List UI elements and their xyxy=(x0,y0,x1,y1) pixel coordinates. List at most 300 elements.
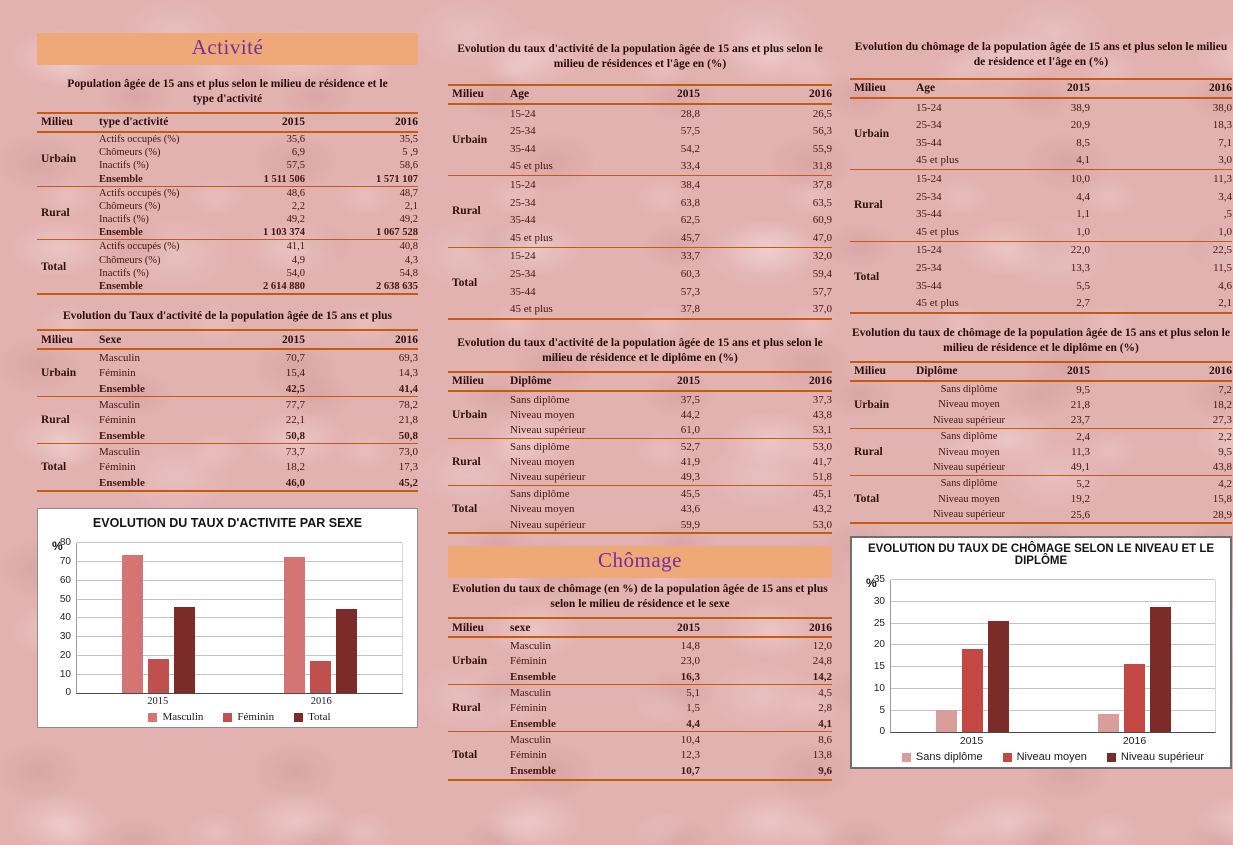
milieu-cell: Total xyxy=(452,749,478,762)
y-axis-label: % xyxy=(866,576,877,591)
legend-swatch xyxy=(148,713,157,722)
x-axis-labels xyxy=(76,696,403,707)
column-header: 2016 xyxy=(395,333,418,346)
y-tick-label: 10 xyxy=(59,668,71,680)
value-cell: 33,4 xyxy=(680,160,700,173)
value-cell: 11,3 xyxy=(1071,446,1090,459)
value-cell: 4,1 xyxy=(1076,154,1090,167)
value-cell: 4,3 xyxy=(404,254,418,266)
value-cell: 13,3 xyxy=(1070,262,1090,275)
value-cell: 46,0 xyxy=(285,476,305,489)
value-cell: 9,6 xyxy=(818,764,832,777)
value-cell: 55,9 xyxy=(812,142,832,155)
table-row xyxy=(448,247,832,265)
y-tick-label: 15 xyxy=(873,661,885,673)
row-label: Actifs occupés (%) xyxy=(99,187,180,199)
activity-rate-by-age-table xyxy=(448,84,832,320)
bar-niveau-moyen-2015 xyxy=(962,649,983,732)
table-row xyxy=(37,349,418,365)
activity-rate-by-diploma-table-title: Evolution du taux d'activité de la population âgée de 15 ans et plus selon le milieu de résidence et le diplôme en (%) xyxy=(457,337,823,364)
value-cell: 25,6 xyxy=(1070,508,1090,521)
plot-area xyxy=(873,574,1216,738)
row-label: Chômeurs (%) xyxy=(99,254,161,266)
column-header: 2015 xyxy=(282,116,305,129)
row-label: Sans diplôme xyxy=(940,431,998,443)
value-cell: 12,0 xyxy=(812,639,832,652)
row-label: Sans diplôme xyxy=(940,384,998,396)
legend-item xyxy=(1107,751,1204,763)
column-header: Diplôme xyxy=(510,375,552,388)
bar-niveau-sup-rieur-2015 xyxy=(988,621,1009,732)
bar-group-2016 xyxy=(1053,580,1215,732)
x-category-label: 2016 xyxy=(1122,735,1147,748)
y-tick-label: 0 xyxy=(65,687,71,699)
value-cell: 51,8 xyxy=(812,471,832,484)
value-cell: 57,5 xyxy=(680,125,700,138)
value-cell: 70,7 xyxy=(285,351,305,364)
value-cell: 56,3 xyxy=(812,125,832,138)
x-category-label: 2016 xyxy=(310,696,332,708)
value-cell: 5,5 xyxy=(1076,279,1090,292)
bar-total-2015 xyxy=(174,607,195,693)
milieu-cell: Rural xyxy=(41,207,70,219)
value-cell: 45,7 xyxy=(680,231,700,244)
table-row xyxy=(37,397,418,413)
value-cell: 2,2 xyxy=(291,200,305,212)
milieu-cell: Total xyxy=(452,276,478,289)
table-row xyxy=(448,176,832,194)
value-cell: 23,0 xyxy=(680,655,700,668)
value-cell: 41,9 xyxy=(680,456,700,469)
value-cell: 43,2 xyxy=(812,503,832,516)
table-row xyxy=(448,104,832,123)
value-cell: 38,4 xyxy=(680,179,700,192)
table-row xyxy=(850,381,1232,397)
value-cell: 15,4 xyxy=(285,367,305,380)
row-label: Niveau moyen xyxy=(938,493,1000,505)
table-row xyxy=(850,429,1232,445)
row-label: 45 et plus xyxy=(510,160,553,173)
value-cell: 63,5 xyxy=(812,196,832,209)
column-header: Milieu xyxy=(452,88,484,101)
row-label: 35-44 xyxy=(510,214,536,227)
value-cell: 4,9 xyxy=(291,254,305,266)
value-cell: 50,8 xyxy=(285,429,305,442)
value-cell: 4,6 xyxy=(1218,279,1232,292)
value-cell: 18,2 xyxy=(285,461,305,474)
unemployment-by-age-table-title: Evolution du chômage de la population âgée de 15 ans et plus selon le milieu de résidence et l'âge en (%) xyxy=(854,41,1228,68)
row-label: 25-34 xyxy=(510,125,536,138)
bar-groups xyxy=(77,543,402,693)
stat-table xyxy=(37,112,418,295)
row-label: 35-44 xyxy=(510,285,536,298)
value-cell: 1,0 xyxy=(1218,225,1232,238)
value-cell: 63,8 xyxy=(680,196,700,209)
bar-sans-dipl-me-2016 xyxy=(1098,714,1119,732)
milieu-cell: Rural xyxy=(452,205,481,218)
value-cell: 57,5 xyxy=(286,160,305,172)
row-label: Inactifs (%) xyxy=(99,214,149,226)
value-cell: 49,3 xyxy=(680,471,700,484)
column-header: 2016 xyxy=(809,375,832,388)
row-label: Masculin xyxy=(510,639,551,652)
value-cell: 7,1 xyxy=(1218,136,1232,149)
activity-by-sex-chart xyxy=(37,508,418,728)
value-cell: 54,2 xyxy=(680,142,700,155)
row-label: Ensemble xyxy=(99,173,143,185)
stat-table xyxy=(850,361,1232,524)
milieu-cell: Urbain xyxy=(452,134,488,147)
row-label: Féminin xyxy=(99,414,136,427)
header-row xyxy=(37,330,418,349)
value-cell: 4,1 xyxy=(818,717,832,730)
row-label: 45 et plus xyxy=(916,154,959,167)
value-cell: 48,7 xyxy=(399,187,418,199)
row-label: Chômeurs (%) xyxy=(99,147,161,159)
row-label: Sans diplôme xyxy=(510,440,570,453)
column-header: Diplôme xyxy=(916,365,958,378)
right-column xyxy=(850,40,1232,769)
value-cell: 61,0 xyxy=(680,424,700,437)
bar-group-2015 xyxy=(77,543,240,693)
value-cell: 1,1 xyxy=(1076,208,1090,221)
value-cell: 28,8 xyxy=(680,107,700,120)
row-label: 15-24 xyxy=(510,107,536,120)
value-cell: 58,6 xyxy=(399,160,418,172)
value-cell: 48,6 xyxy=(286,187,305,199)
chart-title: EVOLUTION DU TAUX DE CHÔMAGE SELON LE NIVEAU ET LE DIPLÔME xyxy=(867,543,1215,568)
row-label: Ensemble xyxy=(510,764,556,777)
column-header: Milieu xyxy=(854,82,886,95)
value-cell: 53,0 xyxy=(812,518,832,531)
stat-table xyxy=(37,329,418,492)
header-row xyxy=(850,362,1232,381)
y-tick-label: 20 xyxy=(873,639,885,651)
milieu-cell: Total xyxy=(41,461,67,474)
value-cell: 42,5 xyxy=(285,382,305,395)
value-cell: 53,1 xyxy=(812,424,832,437)
value-cell: ,5 xyxy=(1223,208,1232,221)
table-row xyxy=(37,186,418,200)
value-cell: 49,2 xyxy=(399,214,418,226)
table-row xyxy=(850,476,1232,492)
value-cell: 47,0 xyxy=(812,231,832,244)
value-cell: 53,0 xyxy=(812,440,832,453)
value-cell: 2,1 xyxy=(404,200,418,212)
row-label: 15-24 xyxy=(510,179,536,192)
value-cell: 41,1 xyxy=(286,241,305,253)
activity-rate-by-sex-table-title: Evolution du Taux d'activité de la population âgée de 15 ans et plus xyxy=(62,310,393,323)
value-cell: 62,5 xyxy=(680,214,700,227)
value-cell: 1 511 506 xyxy=(263,173,305,185)
value-cell: 24,8 xyxy=(812,655,832,668)
column-header: 2015 xyxy=(677,621,700,634)
table-row xyxy=(37,240,418,254)
column-header: Milieu xyxy=(452,375,484,388)
row-label: Sans diplôme xyxy=(510,393,570,406)
column-header: 2015 xyxy=(677,375,700,388)
row-label: 25-34 xyxy=(510,196,536,209)
legend-label: Sans diplôme xyxy=(915,751,983,764)
row-label: Niveau moyen xyxy=(938,446,1000,458)
value-cell: 2,2 xyxy=(1218,430,1232,443)
row-label: Niveau supérieur xyxy=(510,518,586,531)
milieu-cell: Urbain xyxy=(854,128,890,141)
activity-rate-by-age-table-title: Evolution du taux d'activité de la population âgée de 15 ans et plus selon le milieu de résidences et l'âge en (%) xyxy=(457,43,823,70)
milieu-cell: Rural xyxy=(452,456,481,469)
row-label: Niveau moyen xyxy=(938,399,1000,411)
value-cell: 14,3 xyxy=(398,367,418,380)
column-header: 2016 xyxy=(1209,82,1232,95)
row-label: Ensemble xyxy=(510,717,556,730)
legend-label: Féminin xyxy=(237,711,275,724)
column-header: 2016 xyxy=(1209,365,1232,378)
value-cell: 50,8 xyxy=(398,429,418,442)
activity-rate-by-sex-table xyxy=(37,329,418,492)
value-cell: 32,0 xyxy=(812,250,832,263)
legend-swatch xyxy=(1003,753,1012,762)
legend-swatch xyxy=(902,753,911,762)
row-label: Ensemble xyxy=(510,670,556,683)
milieu-cell: Urbain xyxy=(41,153,77,166)
column-header: Milieu xyxy=(854,365,886,378)
row-label: Niveau supérieur xyxy=(932,414,1005,426)
bar-total-2016 xyxy=(336,609,357,694)
chart-plot-region xyxy=(38,537,417,727)
y-tick-label: 35 xyxy=(873,574,885,586)
value-cell: 9,5 xyxy=(1218,446,1232,459)
value-cell: 73,7 xyxy=(285,446,305,458)
row-label: 15-24 xyxy=(916,101,942,114)
column-header: 2015 xyxy=(1067,365,1090,378)
value-cell: 37,5 xyxy=(680,393,700,406)
value-cell: 18,2 xyxy=(1212,398,1232,411)
table-row xyxy=(448,439,832,455)
value-cell: 5,1 xyxy=(686,686,700,699)
row-label: Féminin xyxy=(510,749,547,762)
y-tick-label: 5 xyxy=(879,704,885,716)
value-cell: 59,9 xyxy=(680,518,700,531)
value-cell: 54,8 xyxy=(399,267,418,279)
bar-niveau-moyen-2016 xyxy=(1124,664,1145,733)
value-cell: 45,1 xyxy=(812,487,832,500)
row-label: Niveau moyen xyxy=(510,456,575,469)
value-cell: 49,1 xyxy=(1070,461,1090,474)
row-label: Féminin xyxy=(510,655,547,668)
bar-masculin-2016 xyxy=(284,557,305,694)
table-row xyxy=(37,132,418,146)
milieu-cell: Urbain xyxy=(452,408,488,421)
chart-wrap xyxy=(852,574,1230,767)
value-cell: 19,2 xyxy=(1070,493,1090,506)
unemployment-rate-by-sex-table xyxy=(448,617,832,780)
column-header: Milieu xyxy=(41,116,73,129)
row-label: Niveau supérieur xyxy=(932,509,1005,521)
value-cell: 77,7 xyxy=(285,398,305,411)
row-label: 45 et plus xyxy=(916,297,959,310)
row-label: Niveau supérieur xyxy=(510,471,586,484)
value-cell: 28,9 xyxy=(1212,508,1232,521)
value-cell: 3,0 xyxy=(1218,154,1232,167)
milieu-cell: Rural xyxy=(854,199,883,212)
legend-swatch xyxy=(223,713,232,722)
bar-niveau-sup-rieur-2016 xyxy=(1150,607,1171,733)
row-label: 15-24 xyxy=(510,250,536,263)
value-cell: 35,6 xyxy=(286,133,305,145)
table-row xyxy=(448,391,832,407)
value-cell: 22,0 xyxy=(1070,244,1090,257)
milieu-cell: Rural xyxy=(452,702,481,715)
row-label: Ensemble xyxy=(99,476,145,489)
header-row xyxy=(37,113,418,132)
y-tick-label: 40 xyxy=(59,612,71,624)
legend-item xyxy=(223,711,274,723)
y-tick-label: 20 xyxy=(59,649,71,661)
row-label: 15-24 xyxy=(916,244,942,257)
unemployment-rate-by-sex-table-title: Evolution du taux de chômage (en %) de la population âgée de 15 ans et plus selon le milieu de résidence et le sexe xyxy=(452,583,828,611)
row-label: Sans diplôme xyxy=(940,478,998,490)
value-cell: 22,1 xyxy=(285,414,305,427)
value-cell: 4,2 xyxy=(1218,477,1232,490)
legend-label: Niveau supérieur xyxy=(1120,751,1205,764)
bar-f-minin-2015 xyxy=(148,659,169,693)
value-cell: 5 ,9 xyxy=(402,147,418,159)
table-row xyxy=(850,170,1232,188)
x-category-label: 2015 xyxy=(959,735,984,748)
legend-item xyxy=(294,711,330,723)
table-row xyxy=(448,486,832,502)
row-label: 45 et plus xyxy=(916,225,959,238)
value-cell: 37,3 xyxy=(812,393,832,406)
value-cell: 38,0 xyxy=(1212,101,1232,114)
value-cell: 69,3 xyxy=(398,351,418,364)
value-cell: 11,3 xyxy=(1213,173,1232,186)
column-header: Age xyxy=(510,88,530,101)
value-cell: 57,7 xyxy=(812,285,832,298)
column-header: Milieu xyxy=(452,621,484,634)
y-tick-label: 30 xyxy=(873,595,885,607)
value-cell: 1 103 374 xyxy=(263,227,305,239)
value-cell: 10,4 xyxy=(680,734,700,747)
stat-table xyxy=(448,371,832,534)
column-header: 2016 xyxy=(809,621,832,634)
row-label: 45 et plus xyxy=(510,303,553,316)
value-cell: 20,9 xyxy=(1070,119,1090,132)
row-label: Ensemble xyxy=(99,281,143,293)
milieu-cell: Urbain xyxy=(452,655,488,668)
value-cell: 1,5 xyxy=(686,702,700,715)
column-header: sexe xyxy=(510,621,531,634)
row-label: Masculin xyxy=(510,686,551,699)
column-header: Milieu xyxy=(41,333,73,346)
value-cell: 35,5 xyxy=(399,133,418,145)
value-cell: 60,9 xyxy=(812,214,832,227)
header-row xyxy=(850,79,1232,98)
value-cell: 31,8 xyxy=(812,160,832,173)
row-label: Niveau moyen xyxy=(510,408,575,421)
row-label: 15-24 xyxy=(916,173,942,186)
row-label: Niveau supérieur xyxy=(510,424,586,437)
row-label: 35-44 xyxy=(916,136,942,149)
value-cell: 4,4 xyxy=(686,717,700,730)
table-row xyxy=(448,685,832,701)
value-cell: 49,2 xyxy=(286,214,305,226)
chart-legend xyxy=(890,751,1216,763)
row-label: Masculin xyxy=(510,734,551,747)
bar-group-2016 xyxy=(240,543,403,693)
unemployment-by-age-table xyxy=(850,78,1232,314)
value-cell: 26,5 xyxy=(812,107,832,120)
y-tick-label: 0 xyxy=(879,726,885,738)
legend-item xyxy=(1003,751,1087,763)
legend-swatch xyxy=(294,713,303,722)
header-row xyxy=(448,372,832,391)
value-cell: 21,8 xyxy=(1070,398,1090,411)
row-label: Masculin xyxy=(99,446,140,458)
value-cell: 57,3 xyxy=(680,285,700,298)
column-header: 2015 xyxy=(282,333,305,346)
value-cell: 27,3 xyxy=(1212,414,1232,427)
row-label: Inactifs (%) xyxy=(99,160,149,172)
value-cell: 4,4 xyxy=(1076,190,1090,203)
bar-f-minin-2016 xyxy=(310,661,331,693)
milieu-cell: Rural xyxy=(854,446,883,459)
row-label: 35-44 xyxy=(916,208,942,221)
legend-label: Niveau moyen xyxy=(1016,751,1087,764)
legend-label: Masculin xyxy=(162,711,204,724)
milieu-cell: Urbain xyxy=(854,398,890,411)
y-tick-label: 10 xyxy=(873,682,885,694)
row-label: Ensemble xyxy=(99,382,145,395)
column-header: 2015 xyxy=(677,88,700,101)
value-cell: 54,0 xyxy=(286,267,305,279)
row-label: Féminin xyxy=(99,461,136,474)
value-cell: 15,8 xyxy=(1212,493,1232,506)
row-label: Niveau supérieur xyxy=(932,461,1005,473)
stat-table xyxy=(448,617,832,780)
value-cell: 13,8 xyxy=(812,749,832,762)
y-tick-label: 30 xyxy=(59,631,71,643)
x-axis-labels xyxy=(890,735,1216,747)
value-cell: 10,0 xyxy=(1070,173,1090,186)
row-label: Chômeurs (%) xyxy=(99,200,161,212)
row-label: Niveau moyen xyxy=(510,503,575,516)
value-cell: 8,5 xyxy=(1076,136,1090,149)
value-cell: 9,5 xyxy=(1076,383,1090,396)
unemployment-by-diploma-chart xyxy=(850,536,1232,769)
middle-column xyxy=(448,42,832,781)
milieu-cell: Total xyxy=(452,503,478,516)
population-activity-table-title: Population âgée de 15 ans et plus selon le milieu de résidence et le type d'activité xyxy=(67,78,388,105)
row-label: Inactifs (%) xyxy=(99,267,149,279)
bar-sans-dipl-me-2015 xyxy=(936,710,957,733)
column-header: type d'activité xyxy=(99,116,169,129)
table-row xyxy=(850,241,1232,259)
unemployment-by-diploma-table-title: Evolution du taux de chômage de la population âgée de 15 ans et plus selon le milieu de résidence et le diplôme en (%) xyxy=(852,327,1230,354)
row-label: Féminin xyxy=(99,367,136,380)
value-cell: 22,5 xyxy=(1212,244,1232,257)
value-cell: 14,2 xyxy=(812,670,832,683)
row-label: Sans diplôme xyxy=(510,487,570,500)
value-cell: 78,2 xyxy=(398,398,418,411)
row-label: Féminin xyxy=(510,702,547,715)
value-cell: 2 614 880 xyxy=(263,281,305,293)
value-cell: 37,0 xyxy=(812,303,832,316)
value-cell: 41,4 xyxy=(398,382,418,395)
table-row xyxy=(448,637,832,653)
column-header: 2015 xyxy=(1067,82,1090,95)
row-label: Masculin xyxy=(99,398,140,411)
